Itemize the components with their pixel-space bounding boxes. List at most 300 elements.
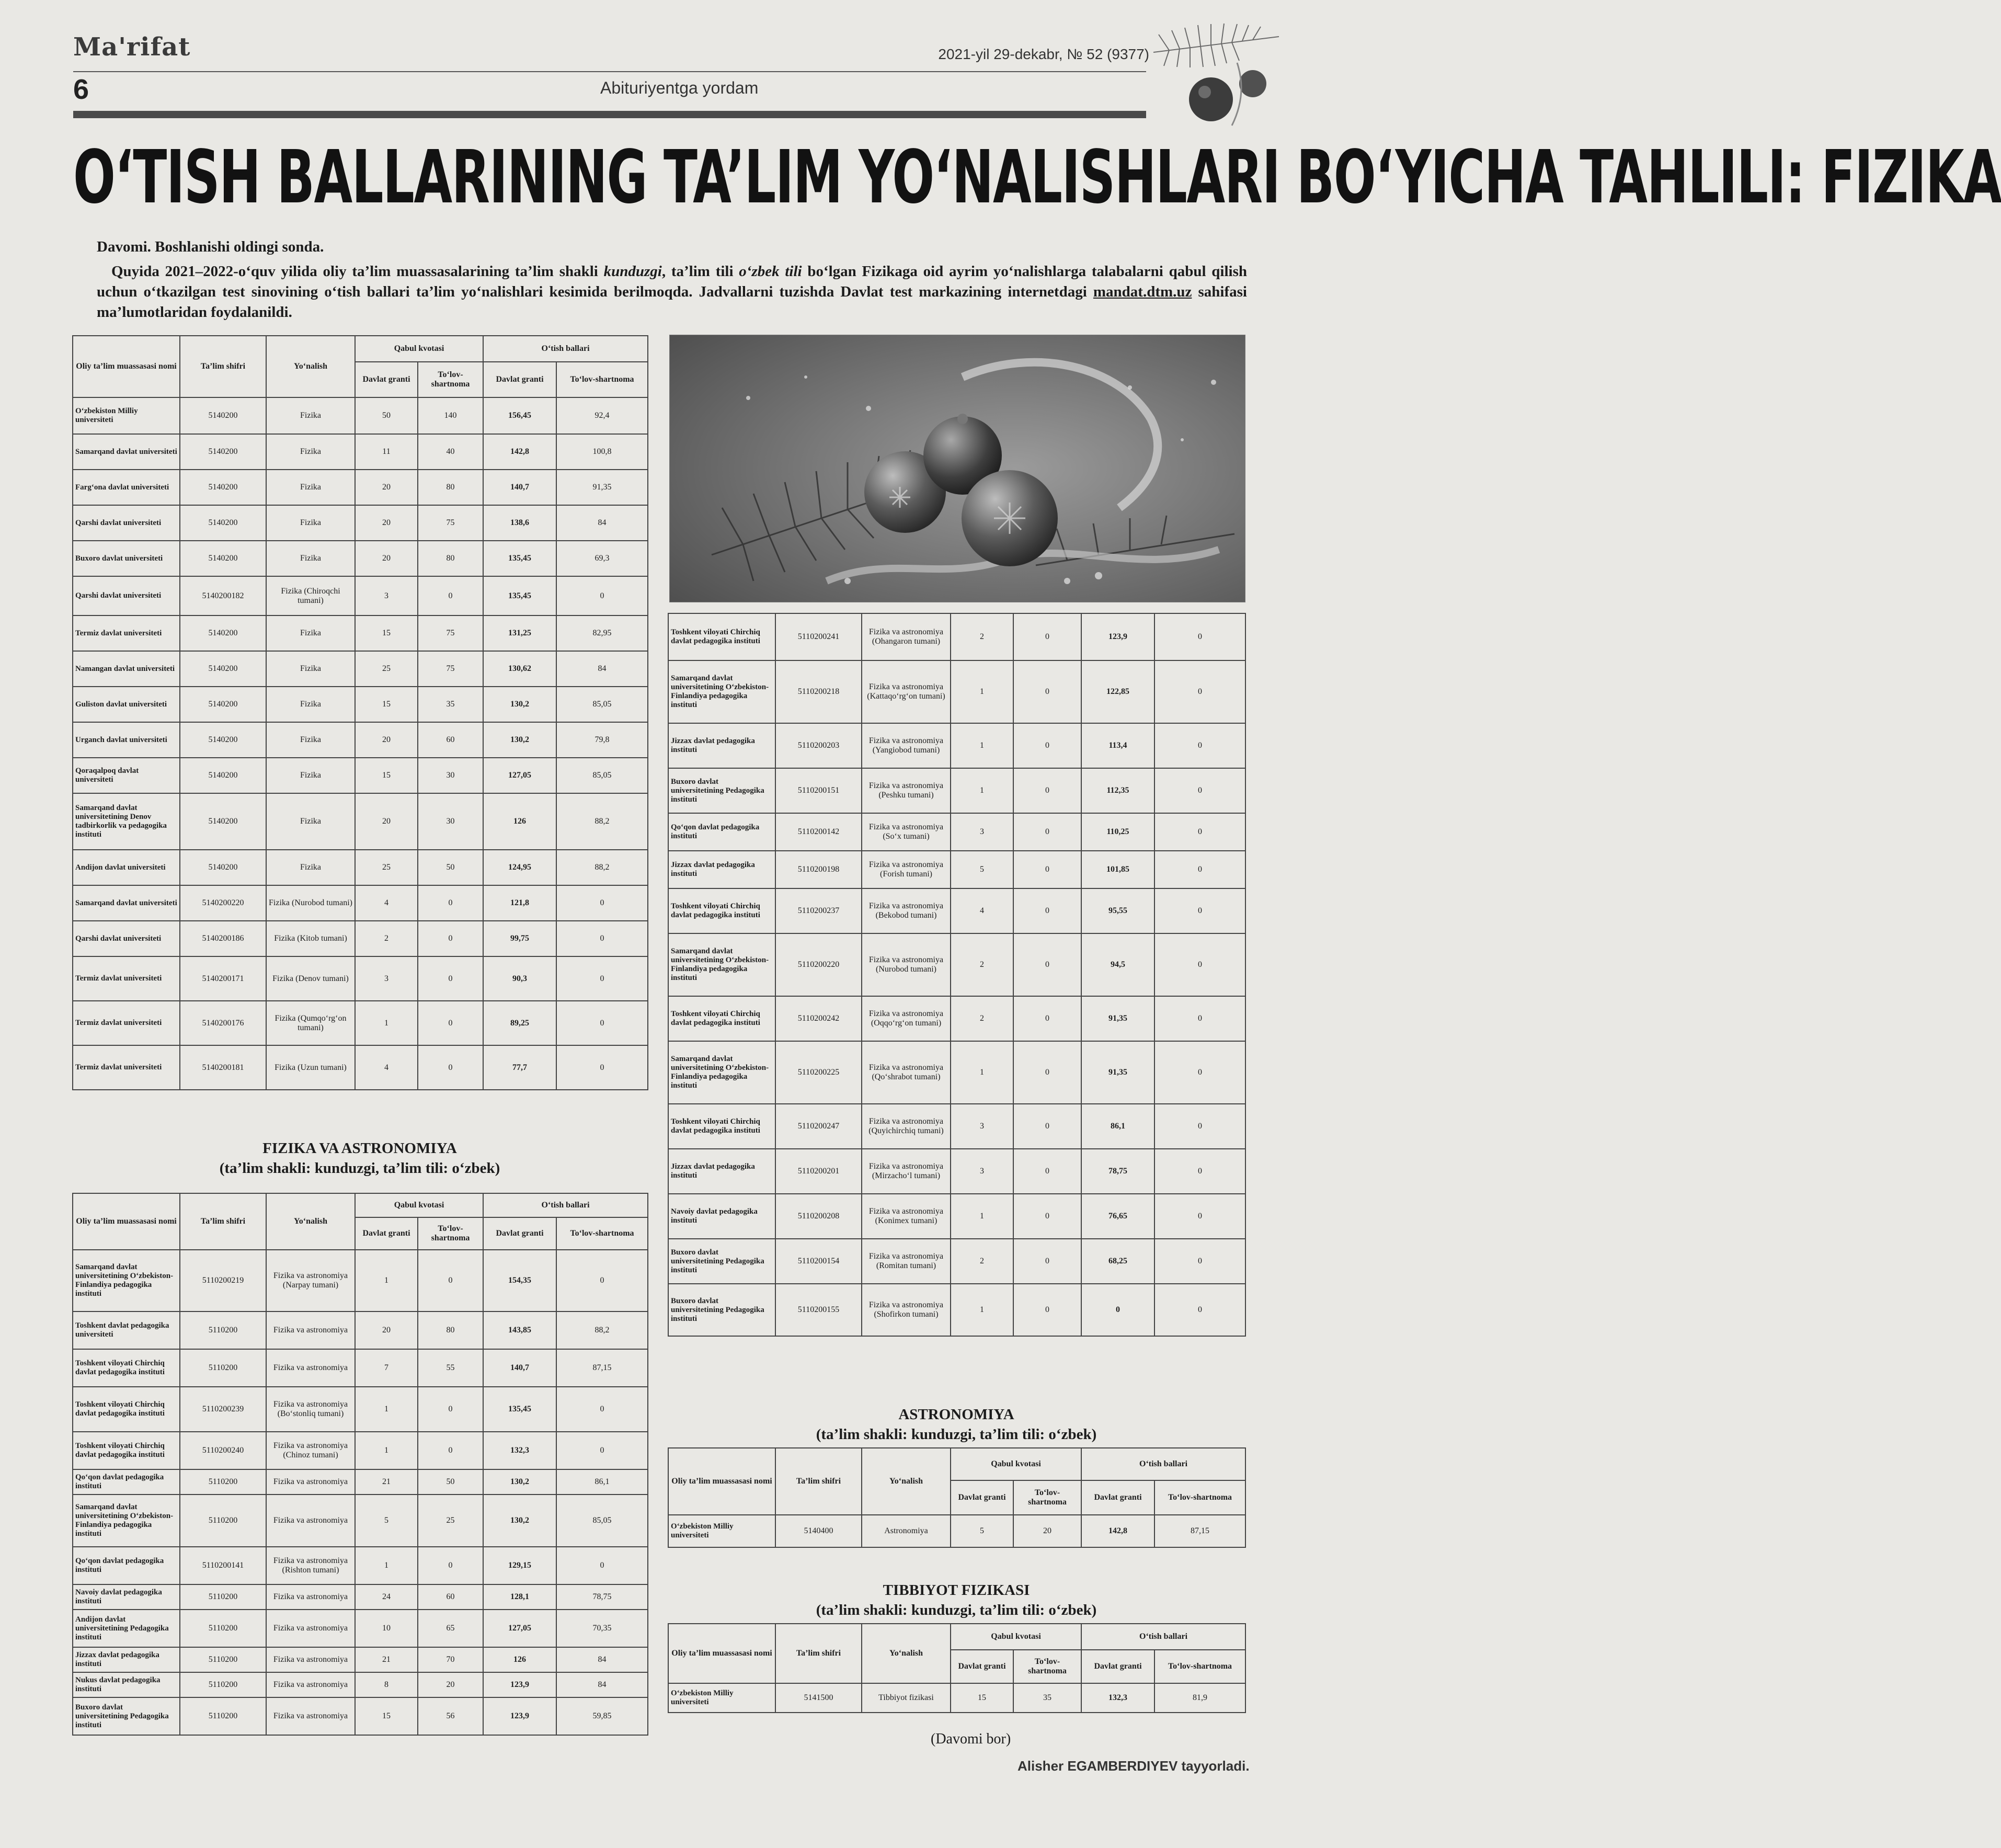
cell-quota-grant: 5 [355,1495,418,1547]
cell-code: 5110200201 [775,1149,862,1194]
cell-quota-contract: 70 [418,1647,483,1672]
cell-code: 5140200 [180,505,266,541]
intro-text-2: , ta’lim tili [661,263,739,280]
cell-score-grant: 142,8 [1081,1515,1154,1547]
table-row [73,1469,648,1495]
intro-text-4: sahifasi ma’lumotlaridan foydalanildi. [97,283,1247,321]
cell-quota-contract: 35 [1013,1683,1081,1713]
cell-institution: Guliston davlat universiteti [73,687,180,722]
table-row [668,851,1245,888]
table-row [668,1041,1245,1104]
header-score: O‘tish ballari [483,336,648,362]
table-row [73,758,648,793]
cell-institution: Navoiy davlat pedagogika instituti [73,1584,180,1610]
cell-score-contract: 0 [556,956,648,1001]
cell-code: 5110200142 [775,813,862,851]
cell-score-contract: 81,9 [1154,1683,1245,1713]
cell-quota-grant: 24 [355,1584,418,1610]
table-row [668,1239,1245,1284]
cell-institution: Buxoro davlat universitetining Pedagogika instituti [668,768,775,813]
cell-code: 5140200171 [180,956,266,1001]
table-row [73,1647,648,1672]
cell-code: 5110200 [180,1584,266,1610]
cell-code: 5140200 [180,687,266,722]
table-row [73,434,648,470]
header-grant: Davlat granti [355,1217,418,1250]
table-row [668,1104,1245,1149]
cell-quota-grant: 3 [951,1149,1013,1194]
cell-institution: O‘zbekiston Milliy universiteti [668,1515,775,1547]
cell-direction: Fizika (Denov tumani) [266,956,355,1001]
cell-direction: Fizika (Nurobod tumani) [266,885,355,921]
cell-quota-contract: 0 [1013,1239,1081,1284]
cell-score-grant: 94,5 [1081,933,1154,996]
cell-institution: Toshkent viloyati Chirchiq davlat pedagogika instituti [668,996,775,1041]
cell-quota-contract: 0 [418,921,483,956]
cell-direction: Fizika va astronomiya (Shofirkon tumani) [862,1284,951,1336]
cell-score-grant: 78,75 [1081,1149,1154,1194]
cell-institution: Jizzax davlat pedagogika instituti [668,851,775,888]
cell-code: 5110200 [180,1311,266,1349]
header-direction: Yo‘nalish [266,336,355,397]
table-row [73,505,648,541]
cell-code: 5110200 [180,1469,266,1495]
table-row [73,885,648,921]
header-direction: Yo‘nalish [862,1624,951,1683]
header-grant: Davlat granti [483,1217,556,1250]
intro-paragraph [97,261,1247,323]
header-grant: Davlat granti [355,362,418,397]
cell-score-contract: 84 [556,505,648,541]
cell-quota-contract: 0 [418,1250,483,1311]
cell-direction: Fizika [266,687,355,722]
table-row [668,1284,1245,1336]
intro-text-3: bo‘lgan Fizikaga oid ayrim yo‘nalishlarga talabalarni qabul qilish uchun o‘tkazilgan test sinovining o‘tish ballari ta’lim yo‘nalishlari kesimida berilmoqda. Jadvallarni tuzishda Davlat test markazining internetdagi [97,263,1247,300]
cell-score-contract: 0 [1154,613,1245,660]
section-subtitle: (ta’lim shakli: kunduzgi, ta’lim tili: o‘zbek) [816,1426,1097,1443]
table-row [668,933,1245,996]
cell-score-grant: 130,62 [483,651,556,687]
table-row [73,1672,648,1697]
cell-score-grant: 131,25 [483,615,556,651]
cell-score-contract: 87,15 [556,1349,648,1387]
cell-score-contract: 88,2 [556,850,648,885]
cell-score-contract: 79,8 [556,722,648,758]
cell-quota-grant: 21 [355,1469,418,1495]
intro-emphasis-2: o‘zbek tili [739,263,802,280]
section-astronomiya-title [668,1405,1245,1444]
section-fizika-astronomiya-title [72,1138,647,1178]
header-contract: To‘lov-shartnoma [556,362,648,397]
cell-code: 5110200203 [775,723,862,768]
cell-institution: O‘zbekiston Milliy universiteti [668,1683,775,1713]
table-row [73,651,648,687]
cell-score-contract: 0 [556,1387,648,1432]
cell-institution: Farg‘ona davlat universiteti [73,470,180,505]
table-row [668,660,1245,723]
dtm-link[interactable]: mandat.dtm.uz [1093,283,1192,300]
cell-quota-contract: 0 [418,956,483,1001]
cell-direction: Fizika [266,505,355,541]
cell-score-grant: 130,2 [483,1469,556,1495]
cell-score-contract: 86,1 [556,1469,648,1495]
cell-score-grant: 135,45 [483,541,556,576]
cell-direction: Fizika va astronomiya (Quyichirchiq tumani) [862,1104,951,1149]
cell-score-grant: 132,3 [1081,1683,1154,1713]
table-row [73,1610,648,1647]
cell-direction: Fizika va astronomiya (Romitan tumani) [862,1239,951,1284]
header-code: Ta’lim shifri [180,336,266,397]
cell-score-grant: 127,05 [483,758,556,793]
continued-note: Davomi. Boshlanishi oldingi sonda. [97,238,324,255]
table-row [73,687,648,722]
cell-institution: Toshkent viloyati Chirchiq davlat pedagogika instituti [73,1349,180,1387]
cell-score-contract: 0 [556,885,648,921]
cell-quota-grant: 2 [355,921,418,956]
cell-score-contract: 0 [556,1432,648,1469]
cell-score-grant: 121,8 [483,885,556,921]
header-contract: To‘lov-shartnoma [1154,1480,1245,1515]
cell-quota-contract: 75 [418,615,483,651]
cell-code: 5140200 [180,651,266,687]
table-row [73,1387,648,1432]
cell-direction: Fizika va astronomiya [266,1672,355,1697]
table-row [668,768,1245,813]
cell-score-contract: 0 [1154,1041,1245,1104]
header-contract: To‘lov-shartnoma [1154,1650,1245,1683]
cell-code: 5110200154 [775,1239,862,1284]
cell-direction: Fizika va astronomiya (Yangiobod tumani) [862,723,951,768]
cell-score-contract: 0 [1154,768,1245,813]
cell-score-contract: 91,35 [556,470,648,505]
cell-direction: Fizika [266,850,355,885]
cell-code: 5140200 [180,758,266,793]
header-contract: To‘lov-shartnoma [418,362,483,397]
table-fizika-astronomiya-left [72,1193,648,1736]
header-contract: To‘lov-shartnoma [1013,1480,1081,1515]
cell-score-contract: 0 [556,576,648,615]
cell-direction: Fizika va astronomiya [266,1311,355,1349]
table-row [668,888,1245,933]
cell-quota-contract: 25 [418,1495,483,1547]
cell-quota-grant: 3 [951,1104,1013,1149]
cell-institution: Samarqand davlat universitetining O‘zbekiston-Finlandiya pedagogika instituti [73,1495,180,1547]
cell-institution: Samarqand davlat universiteti [73,434,180,470]
cell-score-grant: 77,7 [483,1045,556,1090]
cell-quota-contract: 0 [1013,1194,1081,1239]
cell-institution: Qarshi davlat universiteti [73,576,180,615]
cell-score-grant: 135,45 [483,576,556,615]
table-fizika [72,335,648,1090]
rubric-title: Abituriyentga yordam [600,78,759,97]
cell-direction: Fizika [266,722,355,758]
cell-score-grant: 86,1 [1081,1104,1154,1149]
header-score: O‘tish ballari [1081,1624,1245,1650]
cell-score-grant: 132,3 [483,1432,556,1469]
cell-institution: Toshkent viloyati Chirchiq davlat pedagogika instituti [73,1432,180,1469]
cell-quota-grant: 1 [951,768,1013,813]
table-row [73,397,648,434]
cell-score-grant: 112,35 [1081,768,1154,813]
cell-institution: Termiz davlat universiteti [73,1045,180,1090]
cell-code: 5110200218 [775,660,862,723]
header-quota: Qabul kvotasi [355,336,483,362]
table-fizika-astronomiya-right [668,613,1246,1337]
cell-quota-grant: 15 [355,758,418,793]
cell-code: 5110200220 [775,933,862,996]
cell-score-contract: 0 [556,1250,648,1311]
header-institution: Oliy ta’lim muassasasi nomi [73,336,180,397]
cell-institution: Samarqand davlat universiteti [73,885,180,921]
cell-score-grant: 127,05 [483,1610,556,1647]
cell-score-contract: 0 [1154,888,1245,933]
cell-direction: Fizika va astronomiya (Bekobod tumani) [862,888,951,933]
cell-score-grant: 138,6 [483,505,556,541]
cell-score-contract: 100,8 [556,434,648,470]
christmas-ornaments-photo [669,335,1245,602]
cell-quota-contract: 0 [418,1001,483,1045]
table-tibbiyot-fizikasi [668,1623,1246,1713]
cell-quota-contract: 0 [1013,1149,1081,1194]
header-contract: To‘lov-shartnoma [556,1217,648,1250]
cell-score-contract: 0 [1154,1284,1245,1336]
cell-direction: Fizika va astronomiya (Ohangaron tumani) [862,613,951,660]
cell-score-contract: 85,05 [556,758,648,793]
cell-quota-contract: 0 [1013,1284,1081,1336]
cell-institution: Andijon davlat universitetining Pedagogika instituti [73,1610,180,1647]
cell-code: 5110200242 [775,996,862,1041]
cell-quota-grant: 4 [355,885,418,921]
header-grant: Davlat granti [483,362,556,397]
cell-code: 5110200219 [180,1250,266,1311]
cell-direction: Fizika [266,541,355,576]
cell-quota-contract: 0 [418,1045,483,1090]
cell-quota-contract: 0 [1013,888,1081,933]
cell-quota-contract: 0 [1013,813,1081,851]
cell-institution: Urganch davlat universiteti [73,722,180,758]
cell-quota-grant: 25 [355,850,418,885]
cell-code: 5140200 [180,541,266,576]
cell-institution: Toshkent viloyati Chirchiq davlat pedagogika instituti [668,888,775,933]
header-contract: To‘lov-shartnoma [1013,1650,1081,1683]
cell-score-grant: 154,35 [483,1250,556,1311]
cell-score-grant: 123,9 [1081,613,1154,660]
cell-institution: Namangan davlat universiteti [73,651,180,687]
cell-score-grant: 123,9 [483,1697,556,1735]
table-row [73,722,648,758]
cell-quota-grant: 1 [355,1547,418,1584]
cell-institution: Qo‘qon davlat pedagogika instituti [668,813,775,851]
table-row [73,1001,648,1045]
cell-direction: Fizika va astronomiya [266,1349,355,1387]
cell-quota-grant: 20 [355,470,418,505]
cell-score-grant: 99,75 [483,921,556,956]
cell-score-grant: 142,8 [483,434,556,470]
cell-direction: Fizika va astronomiya (Rishton tumani) [266,1547,355,1584]
cell-institution: Samarqand davlat universitetining O‘zbekiston-Finlandiya pedagogika instituti [73,1250,180,1311]
table-row [73,1250,648,1311]
cell-quota-contract: 60 [418,722,483,758]
cell-score-contract: 92,4 [556,397,648,434]
cell-direction: Fizika va astronomiya [266,1610,355,1647]
header-direction: Yo‘nalish [862,1448,951,1515]
section-subtitle: (ta’lim shakli: kunduzgi, ta’lim tili: o‘zbek) [816,1602,1097,1618]
header-code: Ta’lim shifri [775,1624,862,1683]
header-contract: To‘lov-shartnoma [418,1217,483,1250]
cell-institution: Qo‘qon davlat pedagogika instituti [73,1469,180,1495]
cell-score-contract: 84 [556,1672,648,1697]
cell-quota-grant: 15 [355,1697,418,1735]
cell-score-grant: 110,25 [1081,813,1154,851]
table-row [668,1149,1245,1194]
cell-quota-contract: 0 [1013,1041,1081,1104]
cell-institution: Navoiy davlat pedagogika instituti [668,1194,775,1239]
cell-score-grant: 0 [1081,1284,1154,1336]
cell-quota-grant: 1 [951,660,1013,723]
section-title: ASTRONOMIYA [898,1406,1014,1423]
cell-quota-grant: 15 [355,615,418,651]
cell-quota-grant: 1 [951,1041,1013,1104]
header-institution: Oliy ta’lim muassasasi nomi [73,1193,180,1250]
cell-quota-contract: 0 [1013,996,1081,1041]
table-row [73,615,648,651]
cell-institution: Toshkent viloyati Chirchiq davlat pedagogika instituti [668,613,775,660]
cell-score-contract: 0 [556,1045,648,1090]
cell-quota-grant: 1 [951,1284,1013,1336]
cell-code: 5140400 [775,1515,862,1547]
header-quota: Qabul kvotasi [951,1448,1081,1480]
cell-code: 5140200182 [180,576,266,615]
cell-quota-contract: 0 [418,576,483,615]
cell-code: 5140200 [180,470,266,505]
cell-quota-grant: 20 [355,793,418,850]
table-row [668,1194,1245,1239]
table-row [73,541,648,576]
cell-quota-contract: 20 [418,1672,483,1697]
cell-institution: Qarshi davlat universiteti [73,505,180,541]
cell-direction: Fizika va astronomiya (Narpay tumani) [266,1250,355,1311]
cell-score-grant: 135,45 [483,1387,556,1432]
table-row [73,1547,648,1584]
cell-code: 5140200 [180,850,266,885]
cell-score-contract: 0 [1154,996,1245,1041]
cell-score-contract: 88,2 [556,1311,648,1349]
section-tibbiyot-fizikasi-title [668,1580,1245,1620]
cell-score-grant: 76,65 [1081,1194,1154,1239]
cell-code: 5140200 [180,793,266,850]
cell-quota-contract: 140 [418,397,483,434]
cell-quota-grant: 1 [951,1194,1013,1239]
cell-score-grant: 123,9 [483,1672,556,1697]
cell-quota-contract: 80 [418,470,483,505]
cell-score-grant: 113,4 [1081,723,1154,768]
cell-code: 5110200151 [775,768,862,813]
cell-code: 5140200 [180,722,266,758]
cell-direction: Fizika va astronomiya (Chinoz tumani) [266,1432,355,1469]
header-score: O‘tish ballari [483,1193,648,1217]
cell-score-contract: 70,35 [556,1610,648,1647]
cell-score-contract: 78,75 [556,1584,648,1610]
cell-score-contract: 0 [1154,1239,1245,1284]
header-grant: Davlat granti [951,1650,1013,1683]
cell-score-contract: 0 [556,1001,648,1045]
table-row [73,1045,648,1090]
cell-score-grant: 140,7 [483,470,556,505]
cell-code: 5110200225 [775,1041,862,1104]
cell-code: 5141500 [775,1683,862,1713]
cell-quota-grant: 20 [355,722,418,758]
cell-direction: Fizika va astronomiya [266,1495,355,1547]
cell-quota-grant: 20 [355,1311,418,1349]
cell-score-contract: 0 [1154,660,1245,723]
cell-quota-grant: 3 [951,813,1013,851]
cell-quota-contract: 0 [418,1387,483,1432]
table-astronomiya [668,1447,1246,1548]
cell-quota-contract: 56 [418,1697,483,1735]
cell-score-grant: 130,2 [483,722,556,758]
cell-direction: Fizika (Chiroqchi tumani) [266,576,355,615]
cell-score-grant: 156,45 [483,397,556,434]
cell-institution: Qo‘qon davlat pedagogika instituti [73,1547,180,1584]
cell-quota-contract: 0 [418,885,483,921]
cell-quota-contract: 80 [418,541,483,576]
cell-code: 5140200 [180,434,266,470]
cell-score-contract: 0 [1154,851,1245,888]
cell-institution: Termiz davlat universiteti [73,956,180,1001]
cell-institution: Termiz davlat universiteti [73,615,180,651]
intro-emphasis-1: kunduzgi [603,263,662,280]
cell-code: 5110200198 [775,851,862,888]
cell-score-contract: 85,05 [556,687,648,722]
header-code: Ta’lim shifri [180,1193,266,1250]
cell-quota-grant: 21 [355,1647,418,1672]
cell-quota-grant: 1 [355,1432,418,1469]
cell-score-contract: 82,95 [556,615,648,651]
header-code: Ta’lim shifri [775,1448,862,1515]
cell-direction: Fizika [266,615,355,651]
cell-score-contract: 85,05 [556,1495,648,1547]
page-headline: O‘TISH BALLARINING TA’LIM YO‘NALISHLARI BO‘YICHA TAHLILI: FIZIKA [73,135,2001,220]
cell-code: 5110200247 [775,1104,862,1149]
cell-direction: Tibbiyot fizikasi [862,1683,951,1713]
cell-code: 5110200 [180,1697,266,1735]
issue-date: 2021-yil 29-dekabr, № 52 (9377) [938,46,1149,62]
cell-score-grant: 101,85 [1081,851,1154,888]
cell-score-grant: 128,1 [483,1584,556,1610]
to-be-continued: (Davomi bor) [931,1731,1011,1747]
cell-direction: Fizika va astronomiya (Forish tumani) [862,851,951,888]
cell-quota-grant: 50 [355,397,418,434]
cell-quota-grant: 1 [355,1001,418,1045]
cell-quota-grant: 1 [355,1387,418,1432]
cell-quota-contract: 35 [418,687,483,722]
table-row [73,1349,648,1387]
cell-quota-contract: 0 [1013,768,1081,813]
cell-quota-grant: 20 [355,541,418,576]
cell-score-contract: 69,3 [556,541,648,576]
cell-code: 5110200155 [775,1284,862,1336]
table-row [668,1515,1245,1547]
cell-institution: O‘zbekiston Milliy universiteti [73,397,180,434]
table-row [668,813,1245,851]
cell-code: 5140200220 [180,885,266,921]
cell-institution: Toshkent davlat pedagogika universiteti [73,1311,180,1349]
table-row [73,1584,648,1610]
cell-score-grant: 122,85 [1081,660,1154,723]
cell-direction: Fizika (Uzun tumani) [266,1045,355,1090]
cell-quota-contract: 0 [1013,851,1081,888]
fir-branch-decoration [1148,21,1284,131]
